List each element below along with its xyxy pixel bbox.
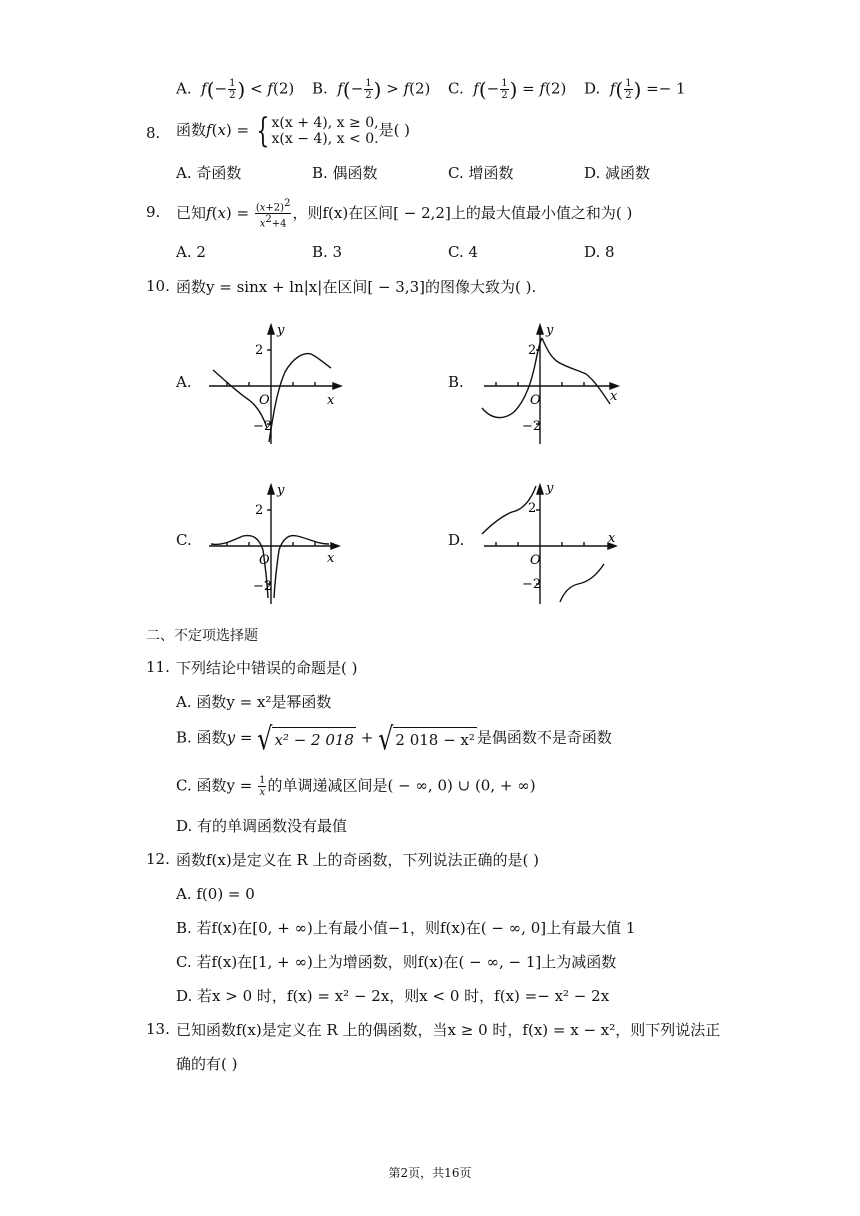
sqrt-1: √ x² − 2 018 — [257, 720, 354, 757]
graph-c-origin: O — [259, 553, 270, 568]
q10-label-a: A. — [176, 373, 192, 391]
q12-option-c: C. 若f(x)在[1, + ∞)上为增函数，则f(x)在( − ∞, − 1]上为减函数 — [176, 953, 617, 971]
q8-number: 8. — [146, 124, 161, 142]
q8-option-d: D. 减函数 — [584, 164, 651, 182]
q9-option-a: A. 2 — [176, 243, 206, 261]
q11-option-a: A. 函数y = x²是幂函数 — [176, 693, 332, 711]
graph-a-yaxis: y — [277, 323, 285, 338]
q10-number: 10. — [146, 277, 170, 295]
graph-b-tick-pos: 2 — [528, 343, 537, 358]
graph-a-origin: O — [259, 393, 270, 408]
q11-option-b: B. 函数y = √ x² − 2 018 + √ 2 018 − x² 是偶函数不是奇函数 — [176, 720, 612, 757]
graph-d-xaxis: x — [608, 531, 616, 546]
graph-b-xaxis: x — [610, 389, 618, 404]
q8-stem: 函数f(x) = { x(x + 4), x ≥ 0, x(x − 4), x < 0.是( ) — [176, 111, 411, 151]
graph-d-yaxis: y — [546, 481, 554, 496]
graph-d — [478, 480, 618, 610]
q8-option-a: A. 奇函数 — [176, 164, 242, 182]
graph-c — [205, 480, 345, 610]
q7-option-c: C. f(− $\frac{1}{2}$ ) = f(2) — [448, 77, 567, 102]
graph-b-tick-neg: −2 — [522, 419, 542, 434]
q10-label-b: B. — [448, 373, 464, 391]
q8-option-b: B. 偶函数 — [312, 164, 378, 182]
section-heading: 二、不定项选择题 — [146, 628, 258, 644]
graph-a-tick-neg: −2 — [253, 419, 273, 434]
q12-stem: 函数f(x)是定义在 R 上的奇函数，下列说法正确的是( ) — [176, 851, 540, 869]
q12-option-b: B. 若f(x)在[0, + ∞)上有最小值−1，则f(x)在( − ∞, 0]上有最大值 1 — [176, 919, 636, 937]
q11-stem: 下列结论中错误的命题是( ) — [176, 659, 358, 677]
q11-number: 11. — [146, 658, 170, 676]
q9-option-d: D. 8 — [584, 243, 615, 261]
graph-b — [478, 320, 623, 450]
graph-a-tick-pos: 2 — [255, 343, 264, 358]
q13-line2: 确的有( ) — [176, 1055, 238, 1073]
graph-b-origin: O — [530, 393, 541, 408]
graph-b-yaxis: y — [546, 323, 554, 338]
q9-option-c: C. 4 — [448, 243, 479, 261]
graph-d-tick-pos: 2 — [528, 501, 537, 516]
q13-number: 13. — [146, 1020, 170, 1038]
q8-option-c: C. 增函数 — [448, 164, 514, 182]
q10-label-c: C. — [176, 531, 192, 549]
q7-option-a: A. f(− $\frac{1}{2}$ ) < f(2) — [176, 77, 295, 102]
q9-number: 9. — [146, 203, 161, 221]
graph-a-xaxis: x — [327, 393, 335, 408]
graph-c-xaxis: x — [327, 551, 335, 566]
graph-c-tick-pos: 2 — [255, 503, 264, 518]
q10-stem: 函数y = sinx + ln|x|在区间[ − 3,3]的图像大致为( ). — [176, 278, 537, 296]
q13-line1: 已知函数f(x)是定义在 R 上的偶函数，当x ≥ 0 时，f(x) = x − x²，则下列说法正 — [176, 1021, 721, 1039]
q8-case2: x(x − 4), x < 0. — [271, 131, 379, 147]
q7-option-d: D. f( $\frac{1}{2}$ ) =− 1 — [584, 77, 686, 102]
sqrt-2: √ 2 018 − x² — [378, 720, 475, 757]
q8-case1: x(x + 4), x ≥ 0, — [271, 115, 379, 131]
page-footer: 第2页，共16页 — [388, 1166, 472, 1180]
q7-option-b: B. f(− $\frac{1}{2}$ ) > f(2) — [312, 77, 431, 102]
graph-d-origin: O — [530, 553, 541, 568]
graph-c-yaxis: y — [277, 483, 285, 498]
q12-number: 12. — [146, 850, 170, 868]
graph-c-tick-neg: −2 — [253, 579, 273, 594]
q9-option-b: B. 3 — [312, 243, 343, 261]
q11-option-d: D. 有的单调函数没有最值 — [176, 817, 348, 835]
graph-a — [205, 320, 345, 450]
q10-label-d: D. — [448, 531, 465, 549]
q9-stem: 已知f(x) = $\frac{(x+2)^2}{x^2+4}$ ，则f(x)在区间[ − 2,2]上的最大值最小值之和为( ) — [176, 198, 633, 230]
q11-option-c: C. 函数y = $\frac{1}{x}$ 的单调递减区间是( − ∞, 0) ∪ (0, + ∞) — [176, 775, 536, 798]
q12-option-d: D. 若x > 0 时，f(x) = x² − 2x，则x < 0 时，f(x) =− x² − 2x — [176, 987, 610, 1005]
graph-d-tick-neg: −2 — [522, 577, 542, 592]
q12-option-a: A. f(0) = 0 — [176, 885, 255, 903]
